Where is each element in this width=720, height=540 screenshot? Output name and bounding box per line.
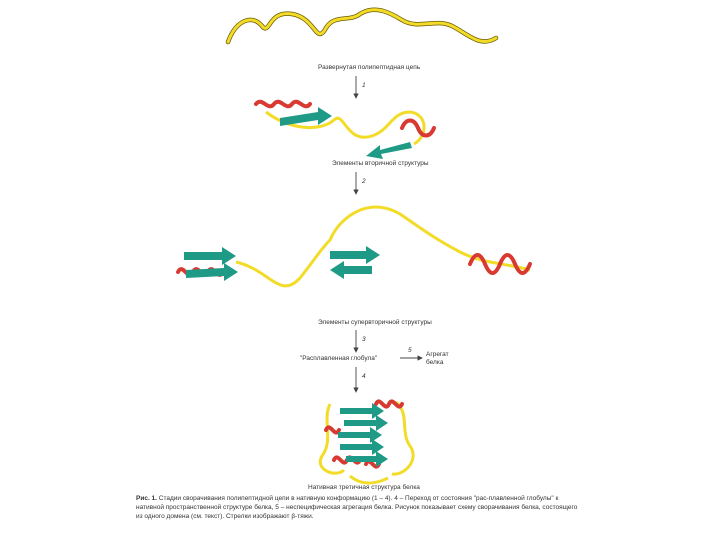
label-supersecondary-structure: Элементы супервторичной структуры bbox=[318, 319, 432, 326]
unfolded-chain bbox=[228, 10, 496, 42]
label-aggregate-line1: Агрегат bbox=[426, 351, 449, 358]
label-unfolded-chain: Развернутая полипептидная цепь bbox=[318, 64, 421, 71]
step-1-number: 1 bbox=[362, 82, 366, 89]
label-native-structure: Нативная третичная структура белка bbox=[308, 484, 420, 491]
native-tertiary-structure bbox=[320, 401, 413, 483]
label-aggregate-line2: белка bbox=[426, 359, 444, 366]
supersecondary-structure bbox=[178, 207, 530, 286]
secondary-structure bbox=[256, 102, 434, 159]
step-2-number: 2 bbox=[362, 178, 366, 185]
figure-caption bbox=[136, 494, 584, 521]
step-5-number: 5 bbox=[408, 347, 412, 354]
step-3-number: 3 bbox=[362, 336, 366, 343]
label-secondary-structure: Элементы вторичной структуры bbox=[332, 160, 429, 167]
label-molten-globule: "Расплавленная глобула" bbox=[300, 355, 378, 362]
caption-text: Стадии сворачивания полипептидной цепи в нативную конформацию (1 – 4). 4 – Переход от состояния "рас-плавленной глобулы" к нативной пространственной структуре белка, 5 – неспецифическая агрегация белка. Рисунок показывает схему сворачивания белка, состоящего из одного домена (см. текст). Стрелки изображают β-тяжи. bbox=[136, 495, 578, 520]
caption-prefix: Рис. 1. bbox=[136, 495, 157, 502]
step-4-number: 4 bbox=[362, 373, 366, 380]
